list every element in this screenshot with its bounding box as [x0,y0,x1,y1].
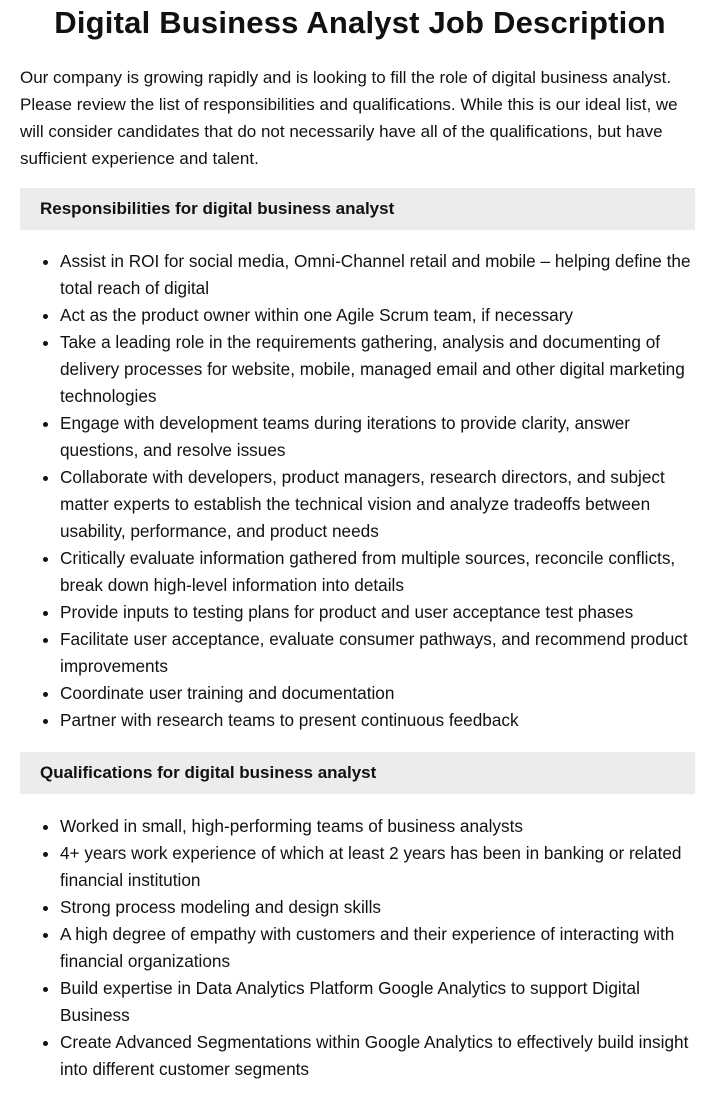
qualifications-list [20,813,695,1083]
responsibilities-heading: Responsibilities for digital business analyst [20,188,695,230]
list-item: • Build expertise in Data Analytics Platform Google Analytics to support Digital Business [60,975,695,1029]
list-item: • Strong process modeling and design skills [60,894,695,921]
list-item: • Partner with research teams to present continuous feedback [60,707,695,734]
list-item: • Coordinate user training and documentation [60,680,695,707]
qualifications-heading: Qualifications for digital business analyst [20,752,695,794]
list-item: • Engage with development teams during iterations to provide clarity, answer questions, and resolve issues [60,410,695,464]
list-item: • A high degree of empathy with customers and their experience of interacting with financial organizations [60,921,695,975]
list-item: • Take a leading role in the requirements gathering, analysis and documenting of delivery processes for website, mobile, managed email and other digital marketing technologies [60,329,695,410]
list-item: • Collaborate with developers, product managers, research directors, and subject matter experts to establish the technical vision and analyze tradeoffs between usability, performance, and product needs [60,464,695,545]
list-item: • Create Advanced Segmentations within Google Analytics to effectively build insight into different customer segments [60,1029,695,1083]
list-item: • Facilitate user acceptance, evaluate consumer pathways, and recommend product improvements [60,626,695,680]
list-item: • Provide inputs to testing plans for product and user acceptance test phases [60,599,695,626]
page-title: Digital Business Analyst Job Description [54,5,666,40]
list-item: • Worked in small, high-performing teams of business analysts [60,813,695,840]
list-item: • Act as the product owner within one Agile Scrum team, if necessary [60,302,695,329]
list-item: • Critically evaluate information gathered from multiple sources, reconcile conflicts, break down high-level information into details [60,545,695,599]
list-item: • Assist in ROI for social media, Omni-Channel retail and mobile – helping define the total reach of digital [60,248,695,302]
responsibilities-list [20,248,695,734]
list-item: • 4+ years work experience of which at least 2 years has been in banking or related financial institution [60,840,695,894]
intro-paragraph: Our company is growing rapidly and is looking to fill the role of digital business analyst. Please review the list of responsibilities and qualifications. While this is our ideal list, we will consider candidates that do not necessarily have all of the qualifications, but have sufficient experience and talent. [20,68,678,168]
